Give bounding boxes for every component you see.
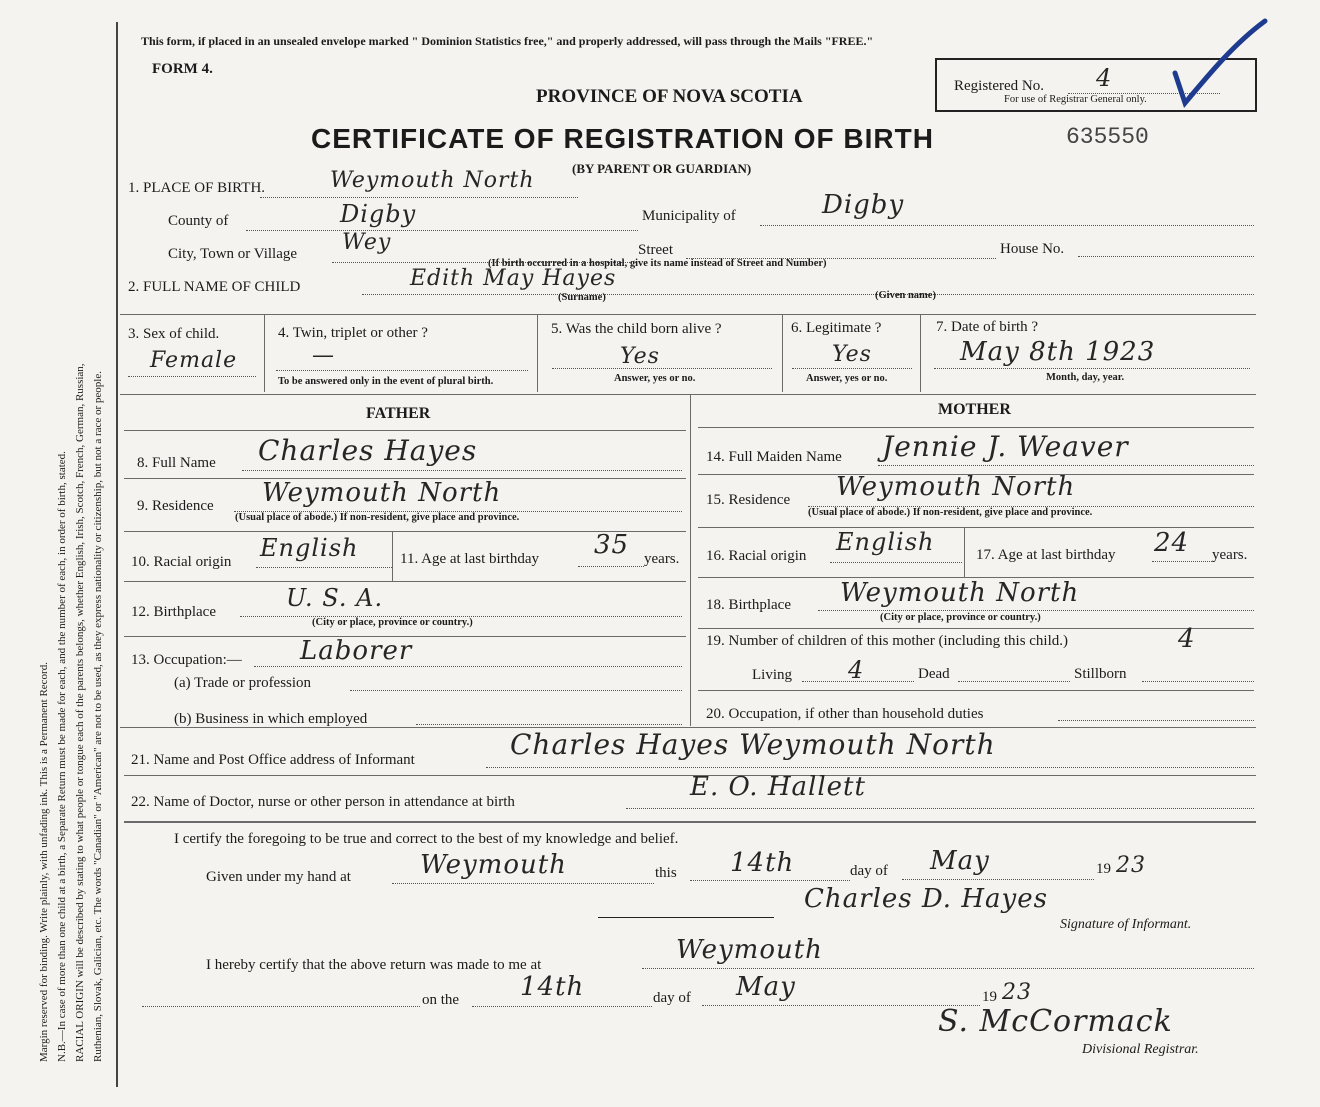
mother-children-value: 4 xyxy=(1178,624,1196,654)
surname-label: (Surname) xyxy=(558,292,606,303)
parents-divider xyxy=(690,394,691,726)
municipality-value: Digby xyxy=(822,190,905,220)
sex-label: 3. Sex of child. xyxy=(128,326,220,342)
street-label: Street xyxy=(638,242,673,258)
mother-age-value: 24 xyxy=(1154,528,1190,558)
place-of-birth-label: 1. PLACE OF BIRTH. xyxy=(128,180,266,196)
form-number: FORM 4. xyxy=(152,61,213,77)
mother-racial-value: English xyxy=(836,528,935,556)
registrar-note: For use of Registrar General only. xyxy=(1004,94,1147,105)
father-residence-note: (Usual place of abode.) If non-resident, give place and province. xyxy=(235,512,520,523)
registrar-signature: S. McCormack xyxy=(938,1004,1173,1039)
margin-rule xyxy=(116,22,118,1087)
mother-residence-note: (Usual place of abode.) If non-resident, give place and province. xyxy=(808,507,1093,518)
father-occupation-value: Laborer xyxy=(300,636,413,666)
twin-note: To be answered only in the event of plural birth. xyxy=(278,376,494,387)
informant-value: Charles Hayes Weymouth North xyxy=(510,728,996,761)
registered-number-label: Registered No. xyxy=(954,78,1044,94)
living-label: Living xyxy=(752,667,792,683)
dead-label: Dead xyxy=(918,666,950,682)
father-birthplace-value: U. S. A. xyxy=(286,584,384,612)
mother-years-label: years. xyxy=(1212,547,1248,563)
given-day-value: 14th xyxy=(730,848,795,878)
sex-value: Female xyxy=(150,348,238,373)
informant-signature: Charles D. Hayes xyxy=(804,884,1048,914)
father-birthplace-note: (City or place, province or country.) xyxy=(312,617,473,628)
father-name-label: 8. Full Name xyxy=(137,455,216,471)
this-label: this xyxy=(655,865,677,881)
given-under-label: Given under my hand at xyxy=(206,869,351,885)
twin-value: — xyxy=(312,343,335,368)
certificate-title: CERTIFICATE OF REGISTRATION OF BIRTH xyxy=(311,123,934,154)
mother-name-value: Jennie J. Weaver xyxy=(882,430,1129,463)
given-year-prefix: 19 xyxy=(1096,861,1111,877)
postal-notice: This form, if placed in an unsealed envelope marked " Dominion Statistics free," and properly addressed, will pass through the Mails "FREE." xyxy=(141,34,874,48)
house-number-label: House No. xyxy=(1000,241,1065,257)
city-label: City, Town or Village xyxy=(168,246,298,262)
informant-signature-label: Signature of Informant. xyxy=(1060,917,1192,932)
registered-number-value: 4 xyxy=(1096,64,1113,92)
date-of-birth-value: May 8th 1923 xyxy=(960,337,1156,367)
date-of-birth-note: Month, day, year. xyxy=(1046,372,1125,383)
province-heading: PROVINCE OF NOVA SCOTIA xyxy=(536,86,803,107)
registrar-place-value: Weymouth xyxy=(676,935,823,965)
certification-statement: I certify the foregoing to be true and correct to the best of my knowledge and belief. xyxy=(174,831,679,847)
father-name-value: Charles Hayes xyxy=(258,434,478,467)
given-name-label: (Given name) xyxy=(875,290,936,301)
mother-residence-label: 15. Residence xyxy=(706,492,791,508)
mother-birthplace-label: 18. Birthplace xyxy=(706,597,791,613)
father-trade-label: (a) Trade or profession xyxy=(174,675,312,691)
stamp-number: 635550 xyxy=(1066,124,1149,150)
legitimate-value: Yes xyxy=(832,342,872,367)
twin-label: 4. Twin, triplet or other ? xyxy=(278,325,428,341)
child-name-label: 2. FULL NAME OF CHILD xyxy=(128,279,301,295)
date-of-birth-label: 7. Date of birth ? xyxy=(936,319,1039,335)
legitimate-label: 6. Legitimate ? xyxy=(791,320,882,336)
father-business-label: (b) Business in which employed xyxy=(174,711,368,727)
father-racial-label: 10. Racial origin xyxy=(131,554,232,570)
doctor-value: E. O. Hallett xyxy=(690,772,866,802)
registrar-year-value: 23 xyxy=(1002,980,1032,1005)
given-place-value: Weymouth xyxy=(420,850,567,880)
stillborn-label: Stillborn xyxy=(1074,666,1127,682)
father-years-label: years. xyxy=(644,551,680,567)
mother-occupation-label: 20. Occupation, if other than household duties xyxy=(706,706,984,722)
living-value: 4 xyxy=(848,656,865,684)
registrar-on-the-label: on the xyxy=(422,992,460,1008)
margin-note-plural-births: N.B.—In case of more than one child at a birth, a Separate Return must be made for each, and the number of each, in order of birth, stated. xyxy=(56,451,68,1062)
father-racial-value: English xyxy=(260,534,359,562)
given-year-value: 23 xyxy=(1116,853,1146,878)
municipality-label: Municipality of xyxy=(642,208,736,224)
given-month-value: May xyxy=(930,846,990,876)
mother-residence-value: Weymouth North xyxy=(836,472,1076,502)
father-residence-label: 9. Residence xyxy=(137,498,214,514)
doctor-label: 22. Name of Doctor, nurse or other person in attendance at birth xyxy=(131,794,515,810)
place-of-birth-value: Weymouth North xyxy=(330,168,535,193)
margin-note-racial-origin-cont: Ruthenian, Slovak, Galician, etc. The words "Canadian" or "American" are not to be used, as they express nationality or citizenship, but not a race or people. xyxy=(92,371,104,1062)
margin-note-racial-origin: RACIAL ORIGIN will be described by stating to what people or tongue each of the parents belongs, whether English, Irish, Scotch, French, German, Russian, xyxy=(74,363,86,1062)
mother-birthplace-value: Weymouth North xyxy=(840,578,1080,608)
county-label: County of xyxy=(168,213,229,229)
informant-label: 21. Name and Post Office address of Informant xyxy=(131,752,415,768)
father-age-value: 35 xyxy=(594,530,630,560)
mother-age-label: 17. Age at last birthday xyxy=(976,547,1116,563)
county-value: Digby xyxy=(340,200,417,228)
registrar-statement: I hereby certify that the above return was made to me at xyxy=(206,957,542,973)
certificate-subtitle: (BY PARENT OR GUARDIAN) xyxy=(572,161,752,176)
registrar-month-value: May xyxy=(736,972,796,1002)
registrar-signature-label: Divisional Registrar. xyxy=(1082,1042,1199,1057)
registrar-day-value: 14th xyxy=(520,972,585,1002)
city-value: Wey xyxy=(342,230,392,255)
given-day-of-label: day of xyxy=(850,863,888,879)
father-heading: FATHER xyxy=(366,405,431,422)
hospital-note: (If birth occurred in a hospital, give its name instead of Street and Number) xyxy=(488,258,827,269)
margin-note-binding: Margin reserved for binding. Write plainly, with unfading ink. This is a Permanent Record. xyxy=(38,662,50,1062)
mother-children-label: 19. Number of children of this mother (including this child.) xyxy=(706,633,1069,649)
child-name-value: Edith May Hayes xyxy=(410,266,617,291)
born-alive-note: Answer, yes or no. xyxy=(614,373,696,384)
born-alive-value: Yes xyxy=(620,344,660,369)
father-birthplace-label: 12. Birthplace xyxy=(131,604,216,620)
mother-birthplace-note: (City or place, province or country.) xyxy=(880,612,1041,623)
mother-racial-label: 16. Racial origin xyxy=(706,548,807,564)
mother-name-label: 14. Full Maiden Name xyxy=(706,449,842,465)
check-mark-icon xyxy=(1165,18,1275,118)
father-occupation-label: 13. Occupation:— xyxy=(131,652,242,668)
born-alive-label: 5. Was the child born alive ? xyxy=(551,321,722,337)
registrar-year-prefix: 19 xyxy=(982,989,997,1005)
blank-signature-line xyxy=(598,917,774,918)
mother-heading: MOTHER xyxy=(938,401,1011,418)
father-residence-value: Weymouth North xyxy=(262,478,502,508)
registrar-day-of-label: day of xyxy=(653,990,691,1006)
father-age-label: 11. Age at last birthday xyxy=(400,551,539,567)
legitimate-note: Answer, yes or no. xyxy=(806,373,888,384)
